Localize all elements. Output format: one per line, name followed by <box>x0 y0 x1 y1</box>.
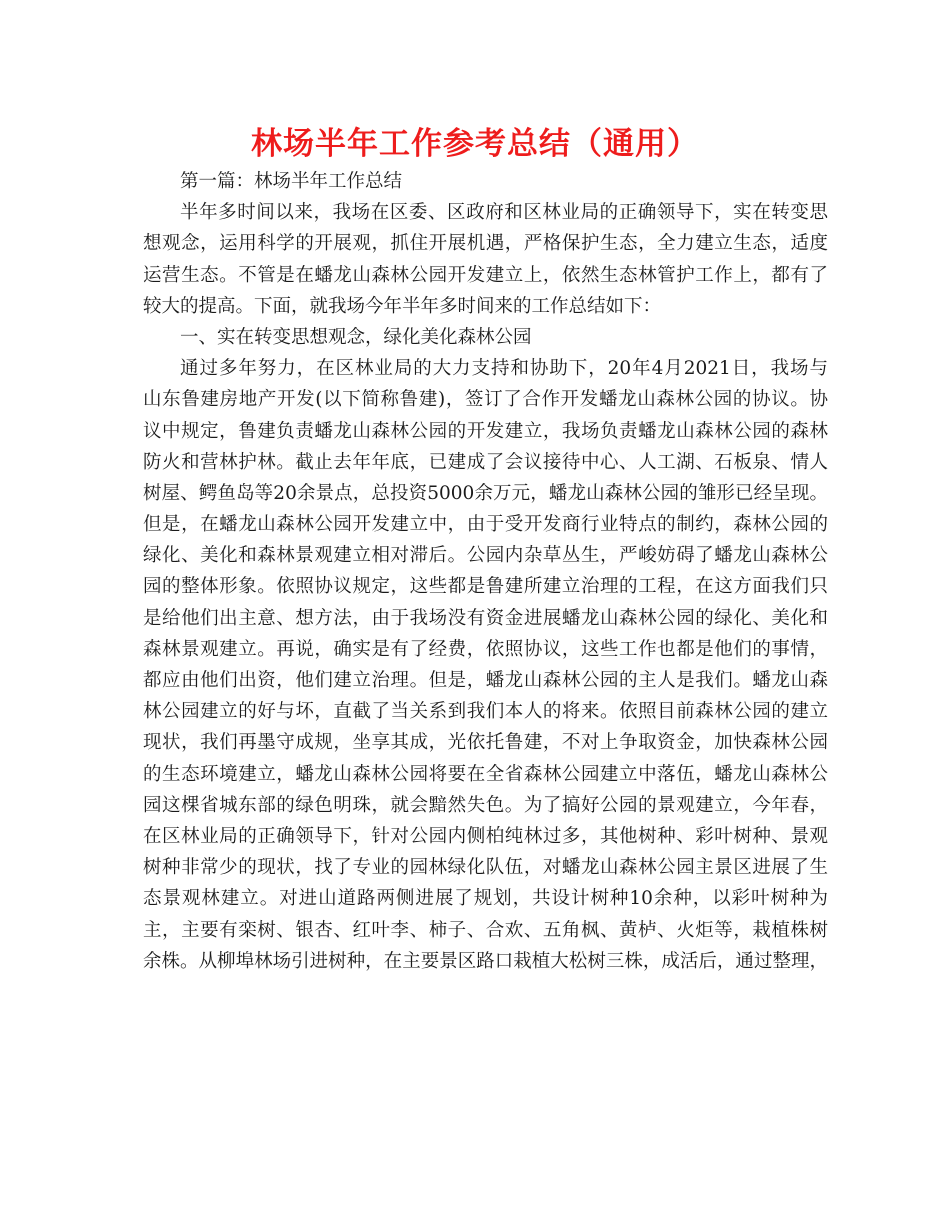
paragraph-line: 在区林业局的正确领导下，针对公园内侧柏纯林过多，其他树种、彩叶树种、景观 <box>143 825 828 847</box>
paragraph-line: 议中规定，鲁建负责蟠龙山森林公园的开发建立，我场负责蟠龙山森林公园的森林 <box>143 420 828 442</box>
paragraph-line: 山东鲁建房地产开发(以下简称鲁建)，签订了合作开发蟠龙山森林公园的协议。协 <box>143 389 828 411</box>
paragraph-line: 但是，在蟠龙山森林公园开发建立中，由于受开发商行业特点的制约，森林公园的 <box>143 514 828 536</box>
paragraph-line: 余株。从柳埠林场引进树种，在主要景区路口栽植大松树三株，成活后，通过整理， <box>143 950 828 972</box>
document-body <box>143 166 828 977</box>
paragraph-line: 现状，我们再墨守成规，坐享其成，光依托鲁建，不对上争取资金，加快森林公园 <box>143 732 828 754</box>
paragraph-line: 一、实在转变思想观念，绿化美化森林公园 <box>180 326 532 348</box>
paragraph-line: 园这棵省城东部的绿色明珠，就会黯然失色。为了搞好公园的景观建立，今年春， <box>143 794 828 816</box>
paragraph-line: 态景观林建立。对进山道路两侧进展了规划，共设计树种10余种，以彩叶树种为 <box>143 888 828 910</box>
paragraph-line: 第一篇：林场半年工作总结 <box>180 171 403 192</box>
paragraph-line: 绿化、美化和森林景观建立相对滞后。公园内杂草丛生，严峻妨碍了蟠龙山森林公 <box>143 545 828 567</box>
paragraph-line: 园的整体形象。依照协议规定，这些都是鲁建所建立治理的工程，在这方面我们只 <box>143 576 828 598</box>
document-title: 林场半年工作参考总结（通用） <box>251 126 699 162</box>
paragraph-line: 是给他们出主意、想方法，由于我场没有资金进展蟠龙山森林公园的绿化、美化和 <box>143 607 828 629</box>
paragraph-line: 较大的提高。下面，就我场今年半年多时间来的工作总结如下： <box>143 295 662 317</box>
paragraph-line: 森林景观建立。再说，确实是有了经费，依照协议，这些工作也都是他们的事情， <box>143 638 828 660</box>
paragraph-line: 通过多年努力，在区林业局的大力支持和协助下，20年4月2021日，我场与 <box>180 358 828 380</box>
paragraph-line: 半年多时间以来，我场在区委、区政府和区林业局的正确领导下，实在转变思 <box>180 202 828 224</box>
paragraph-line: 想观念，运用科学的开展观，抓住开展机遇，严格保护生态，全力建立生态，适度 <box>143 233 828 255</box>
paragraph-line: 运营生态。不管是在蟠龙山森林公园开发建立上，依然生态林管护工作上，都有了 <box>143 264 828 286</box>
paragraph-line: 都应由他们出资，他们建立治理。但是，蟠龙山森林公园的主人是我们。蟠龙山森 <box>143 670 828 691</box>
paragraph-line: 树种非常少的现状，找了专业的园林绿化队伍，对蟠龙山森林公园主景区进展了生 <box>143 857 828 879</box>
paragraph-line: 的生态环境建立，蟠龙山森林公园将要在全省森林公园建立中落伍，蟠龙山森林公 <box>143 763 828 785</box>
paragraph-line: 主，主要有栾树、银杏、红叶李、柿子、合欢、五角枫、黄栌、火炬等，栽植株树 <box>143 919 828 941</box>
paragraph-line: 林公园建立的好与坏，直截了当关系到我们本人的将来。依照目前森林公园的建立 <box>143 701 828 723</box>
paragraph-line: 树屋、鳄鱼岛等20余景点，总投资5000余万元，蟠龙山森林公园的雏形已经呈现。 <box>143 482 828 504</box>
paragraph-line: 防火和营林护林。截止去年年底，已建成了会议接待中心、人工湖、石板泉、情人 <box>143 451 828 473</box>
